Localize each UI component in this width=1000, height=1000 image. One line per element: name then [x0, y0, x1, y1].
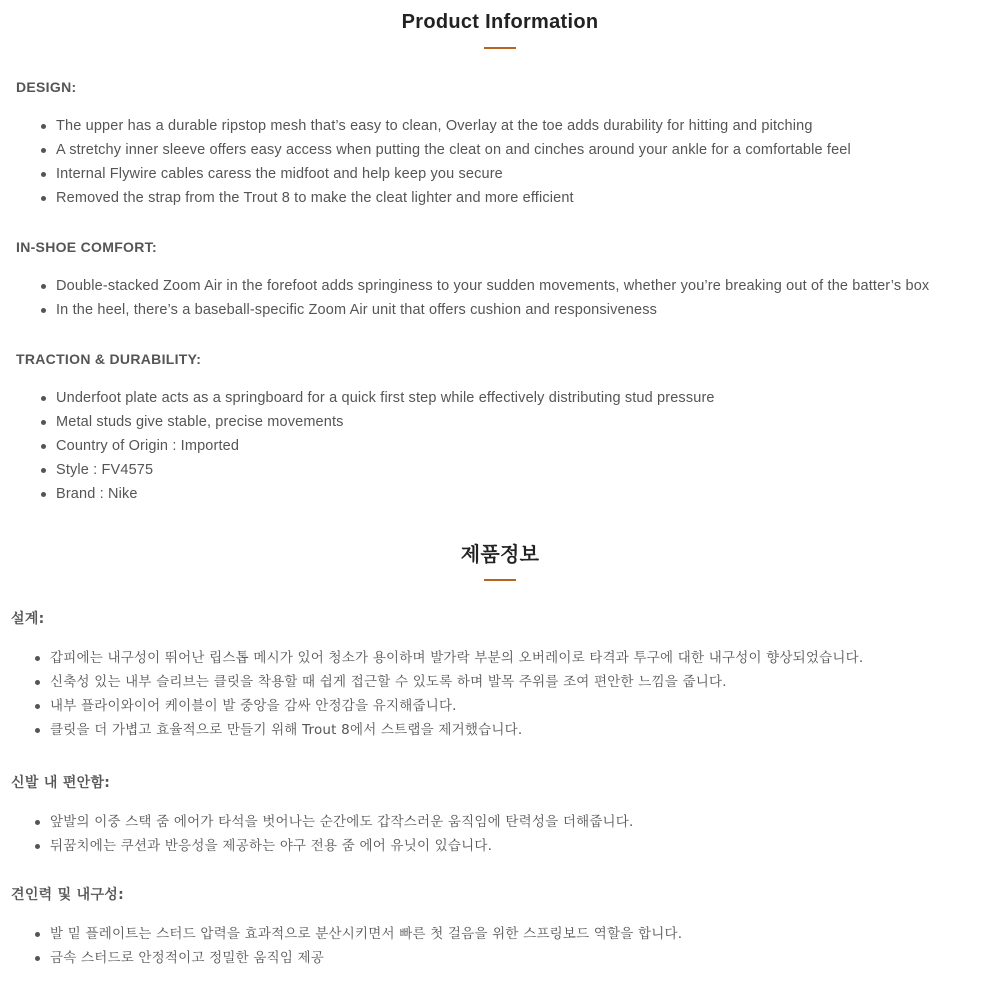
list-item: 내부 플라이와이어 케이블이 발 중앙을 감싸 안정감을 유지해줍니다.: [50, 694, 1000, 718]
traction-heading-korean: 견인력 및 내구성:: [11, 887, 125, 903]
list-item: Underfoot plate acts as a springboard for a quick first step while effectively distributing stud pressure: [56, 386, 1000, 410]
list-item: 금속 스터드로 안정적이고 정밀한 움직임 제공: [50, 946, 1000, 970]
list-item: 클릿을 더 가볍고 효율적으로 만들기 위해 Trout 8에서 스트랩을 제거했습니다.: [50, 718, 1000, 742]
title-underline: [484, 579, 516, 581]
list-item: Style : FV4575: [56, 458, 1000, 482]
design-heading: DESIGN:: [16, 79, 77, 95]
list-item: Removed the strap from the Trout 8 to make the cleat lighter and more efficient: [56, 186, 1000, 210]
comfort-list: [0, 274, 1000, 322]
list-item: In the heel, there’s a baseball-specific Zoom Air unit that offers cushion and responsiveness: [56, 298, 1000, 322]
design-list: [0, 114, 1000, 210]
list-item: A stretchy inner sleeve offers easy access when putting the cleat on and cinches around your ankle for a comfortable feel: [56, 138, 1000, 162]
design-heading-korean: 설계:: [11, 611, 45, 627]
comfort-list-korean: [0, 810, 1000, 858]
list-item: Country of Origin : Imported: [56, 434, 1000, 458]
list-item: 신축성 있는 내부 슬리브는 클릿을 착용할 때 쉽게 접근할 수 있도록 하며 발목 주위를 조여 편안한 느낌을 줍니다.: [50, 670, 1000, 694]
comfort-heading-korean: 신발 내 편안함:: [11, 775, 111, 791]
traction-list-korean: [0, 922, 1000, 970]
list-item: 갑피에는 내구성이 뛰어난 립스톱 메시가 있어 청소가 용이하며 발가락 부분의 오버레이로 타격과 투구에 대한 내구성이 향상되었습니다.: [50, 646, 1000, 670]
list-item: 뒤꿈치에는 쿠션과 반응성을 제공하는 야구 전용 줌 에어 유닛이 있습니다.: [50, 834, 1000, 858]
design-list-korean: [0, 646, 1000, 742]
list-item: Brand : Nike: [56, 482, 1000, 506]
comfort-heading: IN-SHOE COMFORT:: [16, 239, 157, 255]
page-title: Product Information: [401, 11, 599, 33]
list-item: Internal Flywire cables caress the midfoot and help keep you secure: [56, 162, 1000, 186]
list-item: 발 밑 플레이트는 스터드 압력을 효과적으로 분산시키면서 빠른 첫 걸음을 위한 스프링보드 역할을 합니다.: [50, 922, 1000, 946]
traction-list: [0, 386, 1000, 506]
traction-heading: TRACTION & DURABILITY:: [16, 351, 202, 367]
list-item: 앞발의 이중 스택 줌 에어가 타석을 벗어나는 순간에도 갑작스러운 움직임에 탄력성을 더해줍니다.: [50, 810, 1000, 834]
page-title-korean: 제품정보: [460, 542, 540, 566]
title-underline: [484, 47, 516, 49]
list-item: Metal studs give stable, precise movements: [56, 410, 1000, 434]
list-item: Double-stacked Zoom Air in the forefoot adds springiness to your sudden movements, whether you’re breaking out of the batter’s box: [56, 274, 1000, 298]
product-info-korean: [0, 538, 1000, 970]
list-item: The upper has a durable ripstop mesh that’s easy to clean, Overlay at the toe adds durability for hitting and pitching: [56, 114, 1000, 138]
